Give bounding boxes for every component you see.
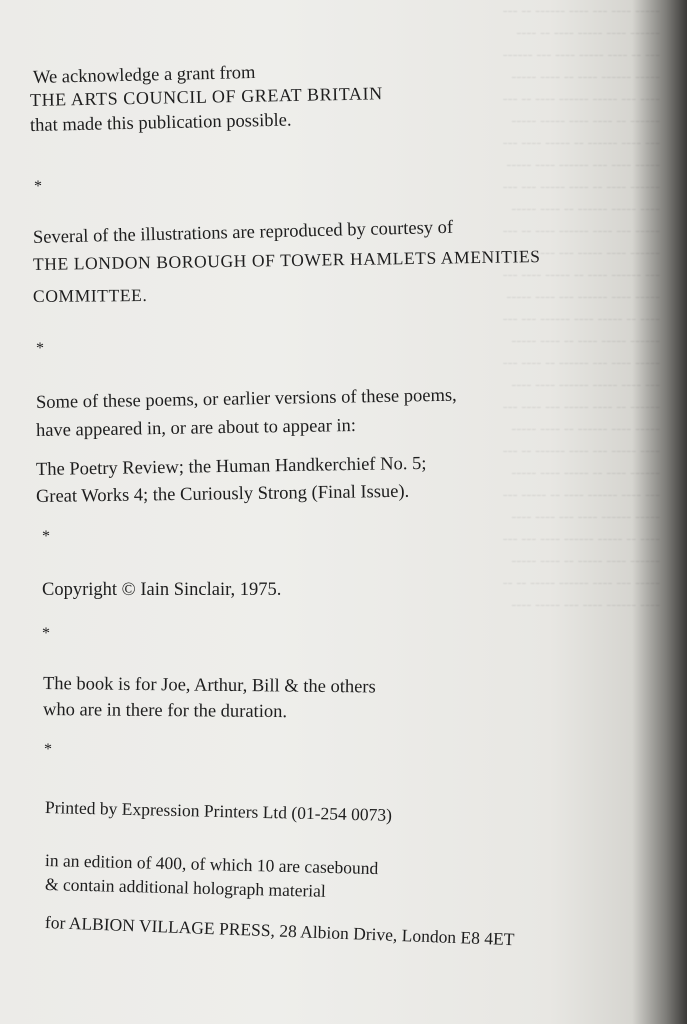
illustrations-line-3: COMMITTEE. xyxy=(32,285,148,306)
poems-line-1: Some of these poems, or earlier versions of these poems, xyxy=(35,385,457,413)
printer-line-1: Printed by Expression Printers Ltd (01-254 0073) xyxy=(44,797,393,825)
printer-line-3: & contain additional holograph material xyxy=(44,874,327,901)
grant-line-3: that made this publication possible. xyxy=(29,110,292,136)
dedication-line-2: who are in there for the duration. xyxy=(42,700,288,723)
separator-star: * xyxy=(36,340,44,357)
printer-line-2: in an edition of 400, of which 10 are casebound xyxy=(44,850,379,879)
separator-star: * xyxy=(34,178,42,195)
dedication-line-1: The book is for Joe, Arthur, Bill & the others xyxy=(42,674,376,698)
separator-star: * xyxy=(42,625,50,642)
separator-star: * xyxy=(44,741,52,758)
illustrations-line-2: THE LONDON BOROUGH OF TOWER HAMLETS AMENITIES xyxy=(32,246,541,274)
poems-line-3: The Poetry Review; the Human Handkerchief No. 5; xyxy=(35,453,427,480)
separator-star: * xyxy=(42,528,50,545)
illustrations-line-1: Several of the illustrations are reproduced by courtesy of xyxy=(32,217,454,248)
grant-line-1: We acknowledge a grant from xyxy=(32,62,256,88)
printer-line-4: for ALBION VILLAGE PRESS, 28 Albion Drive, London E8 4ET xyxy=(44,912,515,950)
grant-line-2: THE ARTS COUNCIL OF GREAT BRITAIN xyxy=(29,83,383,110)
copyright-line: Copyright © Iain Sinclair, 1975. xyxy=(42,580,282,600)
poems-line-4: Great Works 4; the Curiously Strong (Final Issue). xyxy=(35,481,410,507)
poems-line-2: have appeared in, or are about to appear in: xyxy=(35,415,357,441)
show-through-text: ----- ---- --- ---- ------ -- --- ------ ---- ----- ---- -- ---- --- -- ---- ----- ---- --- ------ ----- ------ ---- -- ---- ----- ---- --- ----- ------ ---- -- --- ------ -- ---- ---- ----- ----- --- ---- ------ -- ----- ---- --- ----- ---- --- ------ ---- ----- ------ ---- -- ---- ----- --- --- ---- ----- ------ -- ---- ----- ----- --- ---- ------ ---- -- --- ------ ---- ----- --- ---- ---- --- ------ ---- -- ----- ---- --- ----- ---- ------ --- ---- ----- ---- -- ----- ---- ------ --- --- ------ ----- ---- -- ---- ----- ----- ---- --- ------ -- ---- --- --- ---- ----- ------ ---- ---- ------ -- ---- ----- --- ---- --- ----- ---- ------ -- ---- ----- ---- ----- --- ---- ------ -- --- ------ ---- -- ----- ---- ----- --- ---- ------ ---- -- ----- --- ----- ------ ---- --- ---- ---- ---- -- ----- ------ ---- --- --- ------ ---- ----- -- ---- ----- ----- --- ---- ------ ----- -- -- ---- ------ ---- --- ----- ---- xyxy=(502,3,660,613)
